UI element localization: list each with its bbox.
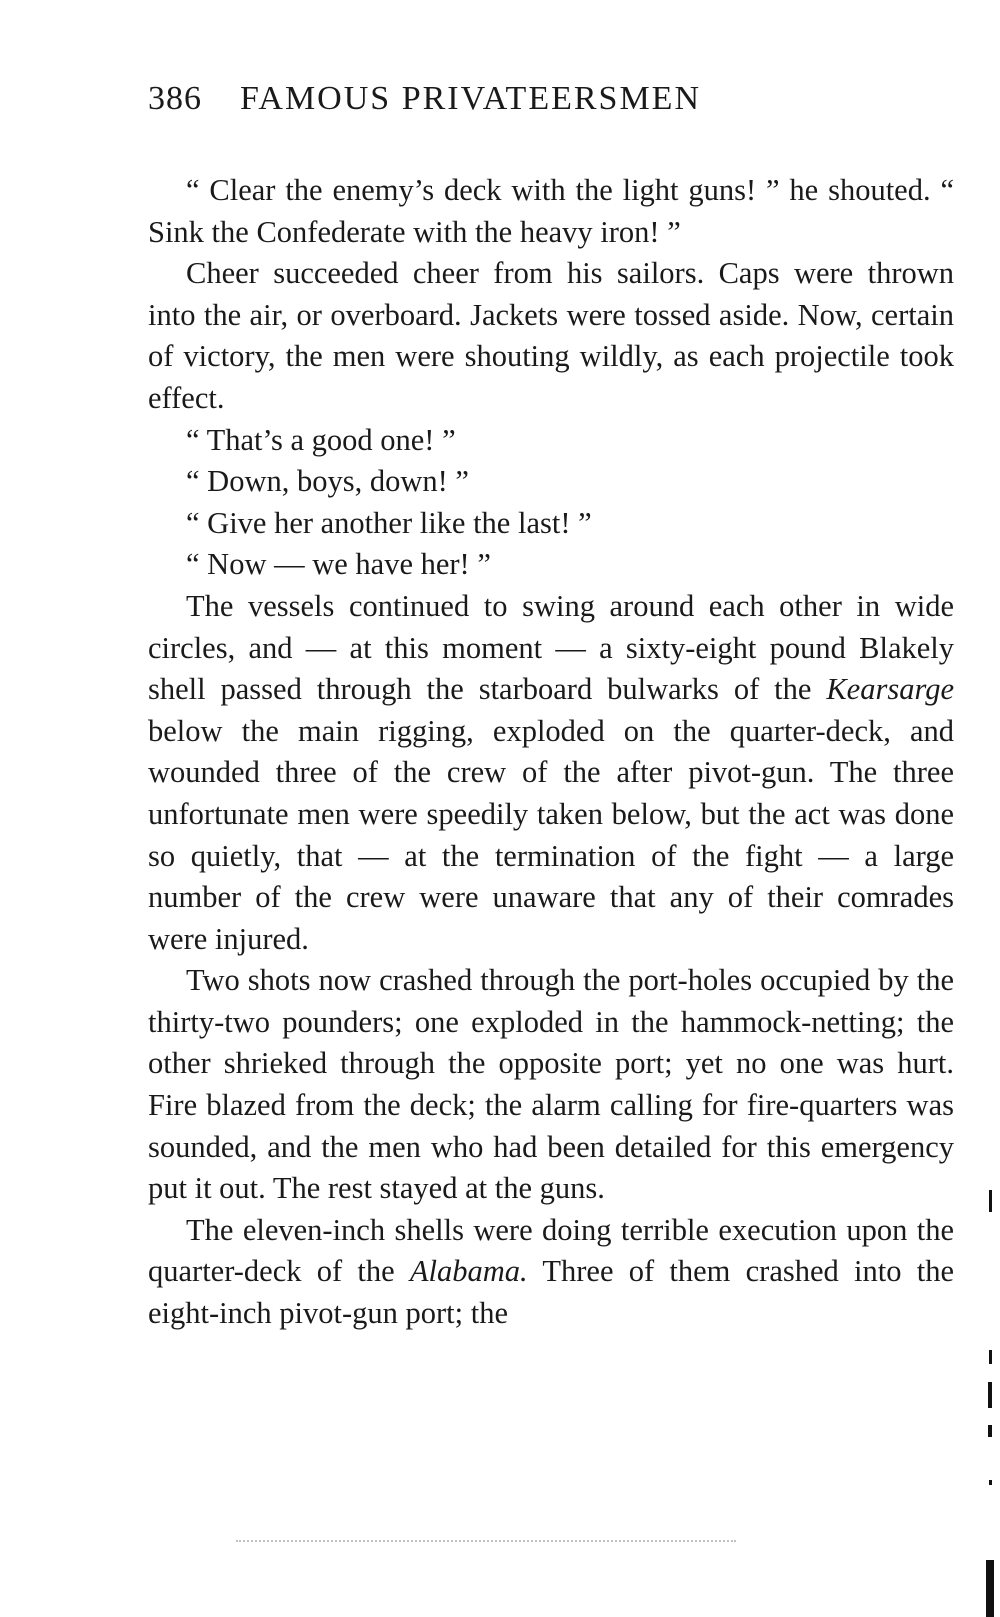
paragraph-text: Two shots now crashed through the port-holes occupied by the thirty-two pounders; one exploded in the hammock-netting; the other shrieked through the opposite port; yet no one was hurt. Fire blazed from the deck; the alarm calling for fire-quarters was sounded, and the men who had been detailed for this emergency put it out. The rest stayed at the guns.: [148, 963, 954, 1206]
running-title: FAMOUS PRIVATEERSMEN: [240, 80, 701, 117]
page-number: 386: [148, 80, 202, 117]
paragraph-text: The eleven-inch shells were doing terrible execution upon the quarter-deck of the: [148, 1212, 954, 1289]
paragraph: [148, 170, 954, 253]
ship-name: Kearsarge: [826, 672, 954, 707]
scan-edge-mark: [989, 1350, 992, 1364]
scan-edge-mark: [988, 1382, 992, 1408]
paragraph-text: Cheer succeeded cheer from his sailors. Caps were thrown into the air, or overboard. Jackets were tossed aside. Now, certain of victory, the men were shouting wildly, as each projectile took effect.: [148, 256, 954, 415]
paragraph: [148, 1210, 954, 1335]
dialogue-line: [148, 420, 954, 462]
ship-name: Alabama.: [409, 1254, 528, 1289]
paragraph-text: “ Clear the enemy’s deck with the light guns! ” he shouted. “ Sink the Confederate with the heavy iron! ”: [148, 173, 954, 249]
paragraph: [148, 960, 954, 1210]
dialogue-line: [148, 461, 954, 503]
running-head: [148, 82, 701, 116]
dialogue-line: [148, 544, 954, 586]
body-text: [148, 170, 954, 1335]
paragraph-text: below the main rigging, exploded on the quarter-deck, and wounded three of the crew of the after pivot-gun. The three unfortunate men were speedily taken below, but the act was done so quietly, that — at the termination of the fight — a large number of the crew were unaware that any of their comrades were injured.: [148, 713, 954, 956]
dialogue-text: “ Now — we have her! ”: [186, 547, 491, 582]
scan-edge-mark: [986, 1560, 994, 1617]
dialogue-text: “ Down, boys, down! ”: [186, 464, 469, 499]
scan-edge-mark: [989, 1480, 992, 1485]
paragraph: [148, 253, 954, 419]
paragraph-text: Three of them crashed into the eight-inch pivot-gun port; the: [148, 1254, 955, 1331]
dialogue-text: “ That’s a good one! ”: [186, 422, 456, 457]
scan-noise: [236, 1540, 736, 1545]
scan-edge-mark: [988, 1425, 992, 1437]
scan-edge-mark: [989, 1190, 992, 1212]
dialogue-line: [148, 503, 954, 545]
dialogue-text: “ Give her another like the last! ”: [186, 505, 592, 540]
paragraph: [148, 586, 954, 960]
paragraph-text: The vessels continued to swing around each other in wide circles, and — at this moment — a sixty-eight pound Blakely shell passed through the starboard bulwarks of the: [148, 588, 954, 707]
